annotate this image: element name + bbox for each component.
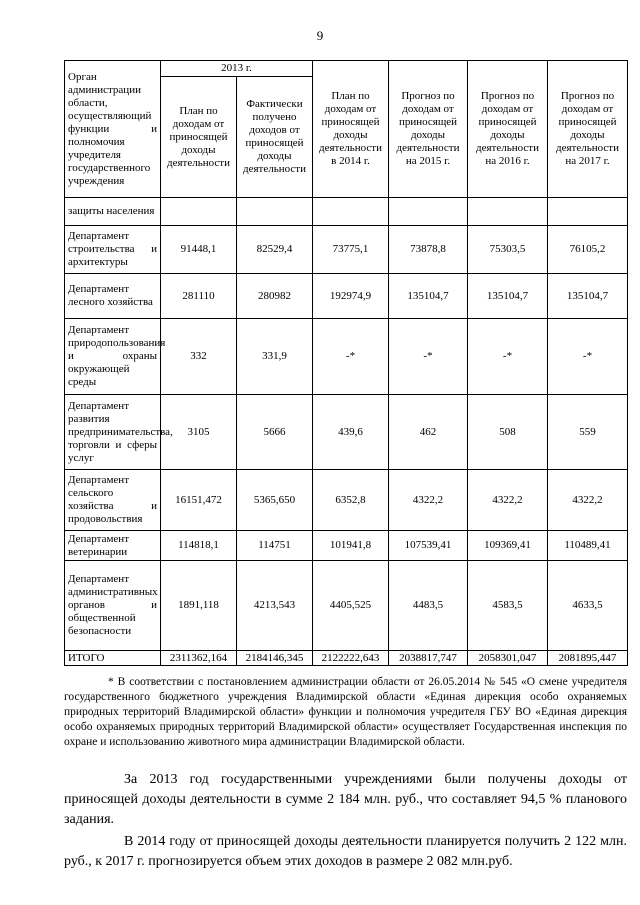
- page-number: 9: [316, 28, 324, 43]
- header-forecast-2016: Прогноз по доходам от приносящей доходы деятельности на 2016 г.: [468, 61, 548, 198]
- header-fact-2013: Фактически получено доходов от приносящей доходы деятельности: [237, 77, 313, 198]
- cell-2017: 4633,5: [548, 561, 628, 651]
- cell-2017: 110489,41: [548, 531, 628, 561]
- cell-fact-2013: 331,9: [237, 319, 313, 395]
- table-row: [65, 274, 628, 319]
- footnote: * В соответствии с постановлением администрации области от 26.05.2014 № 545 «О смене учредителя государственного бюджетного учреждения Владимирской области «Единая дирекция особо охраняемых природных территорий Владимирской области» функции и полномочия учредителя ГБУ ВО «Единая дирекция особо охраняемых природных территорий Владимирской области» осуществляет Государственная инспекция по охране и использованию животного мира администрации Владимирской области.: [64, 676, 627, 748]
- row-org: защиты населения: [65, 198, 161, 226]
- paragraph-income-2013: За 2013 год государственными учреждениями были получены доходы от приносящей доходы деятельности в сумме 2 184 млн. руб., что составляет 94,5 % планового задания.: [64, 772, 627, 827]
- row-org: Департамент сельского хозяйства и продовольствия: [65, 470, 161, 531]
- cell-2017: 135104,7: [548, 274, 628, 319]
- cell-plan-2014: 192974,9: [313, 274, 389, 319]
- table-total-row: [65, 651, 628, 666]
- cell-fact-2013: 82529,4: [237, 226, 313, 274]
- cell-plan-2014: 4405,525: [313, 561, 389, 651]
- cell-fact-2013: 5365,650: [237, 470, 313, 531]
- cell-2016: 4583,5: [468, 561, 548, 651]
- header-forecast-2015: Прогноз по доходам от приносящей доходы деятельности на 2015 г.: [389, 61, 468, 198]
- cell-2016: 75303,5: [468, 226, 548, 274]
- cell-2016: 2058301,047: [468, 651, 548, 666]
- cell-2017: 76105,2: [548, 226, 628, 274]
- cell-fact-2013: [237, 198, 313, 226]
- table-row: [65, 226, 628, 274]
- cell-2015: 4483,5: [389, 561, 468, 651]
- cell-fact-2013: 2184146,345: [237, 651, 313, 666]
- cell-plan-2013: 114818,1: [161, 531, 237, 561]
- table-row: [65, 198, 628, 226]
- cell-fact-2013: 280982: [237, 274, 313, 319]
- cell-2017: -*: [548, 319, 628, 395]
- cell-fact-2013: 4213,543: [237, 561, 313, 651]
- cell-2016: -*: [468, 319, 548, 395]
- cell-plan-2014: 2122222,643: [313, 651, 389, 666]
- cell-2017: 4322,2: [548, 470, 628, 531]
- cell-2015: 73878,8: [389, 226, 468, 274]
- cell-plan-2014: 6352,8: [313, 470, 389, 531]
- header-forecast-2017: Прогноз по доходам от приносящей доходы деятельности на 2017 г.: [548, 61, 628, 198]
- income-table: [64, 60, 628, 666]
- table-row: [65, 470, 628, 531]
- cell-2016: 109369,41: [468, 531, 548, 561]
- header-org: Орган администрации области, осуществляющий функции и полномочия учредителя государственного учреждения: [65, 61, 161, 198]
- row-org: Департамент административных органов и общественной безопасности: [65, 561, 161, 651]
- row-org: Департамент лесного хозяйства: [65, 274, 161, 319]
- cell-plan-2014: -*: [313, 319, 389, 395]
- cell-plan-2013: 91448,1: [161, 226, 237, 274]
- cell-2015: 4322,2: [389, 470, 468, 531]
- table-row: [65, 561, 628, 651]
- row-org: ИТОГО: [65, 651, 161, 666]
- cell-2015: [389, 198, 468, 226]
- cell-2016: [468, 198, 548, 226]
- cell-plan-2014: 101941,8: [313, 531, 389, 561]
- row-org: Департамент строительства и архитектуры: [65, 226, 161, 274]
- header-plan-2014: План по доходам от приносящей доходы деятельности в 2014 г.: [313, 61, 389, 198]
- cell-plan-2014: 73775,1: [313, 226, 389, 274]
- cell-2016: 135104,7: [468, 274, 548, 319]
- cell-2015: 2038817,747: [389, 651, 468, 666]
- cell-plan-2013: 1891,118: [161, 561, 237, 651]
- cell-plan-2014: 439,6: [313, 395, 389, 470]
- cell-fact-2013: 114751: [237, 531, 313, 561]
- header-plan-2013: План по доходам от приносящей доходы деятельности: [161, 77, 237, 198]
- cell-plan-2013: 2311362,164: [161, 651, 237, 666]
- cell-plan-2013: 3105: [161, 395, 237, 470]
- row-org: Департамент развития предпринимательства, торговли и сферы услуг: [65, 395, 161, 470]
- table-row: [65, 531, 628, 561]
- paragraph-income-forecast: В 2014 году от приносящей доходы деятельности планируется получить 2 122 млн. руб., к 2017 г. прогнозируется объем этих доходов в размере 2 082 млн.руб.: [64, 834, 627, 869]
- cell-2016: 508: [468, 395, 548, 470]
- row-org: Департамент ветеринарии: [65, 531, 161, 561]
- cell-2015: 107539,41: [389, 531, 468, 561]
- cell-plan-2013: [161, 198, 237, 226]
- cell-plan-2013: 332: [161, 319, 237, 395]
- table-row: [65, 395, 628, 470]
- cell-2017: 2081895,447: [548, 651, 628, 666]
- cell-plan-2013: 281110: [161, 274, 237, 319]
- cell-plan-2014: [313, 198, 389, 226]
- cell-2017: [548, 198, 628, 226]
- header-year-group: 2013 г.: [161, 61, 313, 77]
- cell-fact-2013: 5666: [237, 395, 313, 470]
- cell-2015: 462: [389, 395, 468, 470]
- table-header-row: [65, 61, 628, 77]
- cell-2015: 135104,7: [389, 274, 468, 319]
- cell-2016: 4322,2: [468, 470, 548, 531]
- cell-plan-2013: 16151,472: [161, 470, 237, 531]
- row-org: Департамент природопользования и охраны окружающей среды: [65, 319, 161, 395]
- cell-2017: 559: [548, 395, 628, 470]
- cell-2015: -*: [389, 319, 468, 395]
- table-row: [65, 319, 628, 395]
